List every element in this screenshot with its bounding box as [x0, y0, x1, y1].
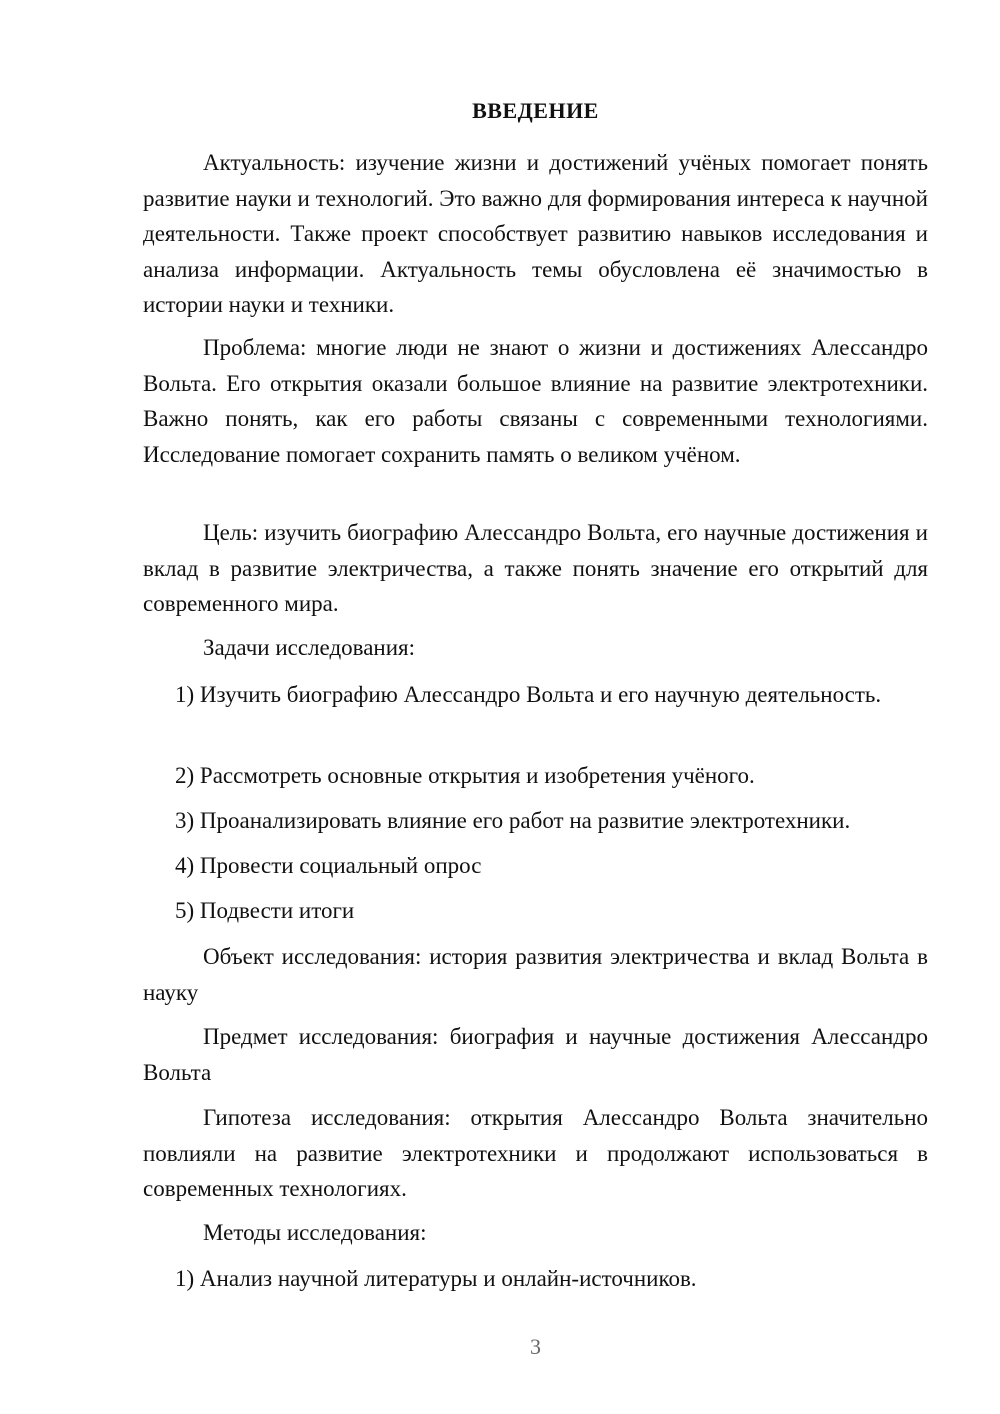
- problem-paragraph: Проблема: многие люди не знают о жизни и достижениях Алессандро Вольта. Его открытия оказали большое влияние на развитие электротехники. Важно понять, как его работы связаны с современными технологиями. Исследование помогает сохранить память о великом учёном.: [143, 335, 928, 467]
- subject-paragraph: Предмет исследования: биография и научные достижения Алессандро Вольта: [143, 1024, 928, 1085]
- relevance-paragraph: Актуальность: изучение жизни и достижений учёных помогает понять развитие науки и технологий. Это важно для формирования интереса к научной деятельности. Также проект способствует развитию навыков исследования и анализа информации. Актуальность темы обусловлена её значимостью в истории науки и техники.: [143, 150, 928, 317]
- method-item: 1) Анализ научной литературы и онлайн-источников.: [175, 1266, 697, 1291]
- object-paragraph: Объект исследования: история развития электричества и вклад Вольта в науку: [143, 944, 928, 1005]
- page-number: 3: [530, 1334, 541, 1359]
- task-item: 3) Проанализировать влияние его работ на развитие электротехники.: [175, 808, 851, 833]
- methods-heading: Методы исследования:: [203, 1220, 427, 1245]
- task-item: 1) Изучить биографию Алессандро Вольта и его научную деятельность.: [175, 682, 882, 707]
- task-item: 5) Подвести итоги: [175, 898, 355, 923]
- task-item: 4) Провести социальный опрос: [175, 853, 482, 878]
- section-heading: ВВЕДЕНИЕ: [472, 98, 599, 123]
- task-item: 2) Рассмотреть основные открытия и изобретения учёного.: [175, 763, 755, 788]
- tasks-heading: Задачи исследования:: [203, 635, 416, 660]
- hypothesis-paragraph: Гипотеза исследования: открытия Алессандро Вольта значительно повлияли на развитие электротехники и продолжают использоваться в современных технологиях.: [143, 1105, 928, 1201]
- goal-paragraph: Цель: изучить биографию Алессандро Вольта, его научные достижения и вклад в развитие электричества, а также понять значение его открытий для современного мира.: [143, 520, 928, 616]
